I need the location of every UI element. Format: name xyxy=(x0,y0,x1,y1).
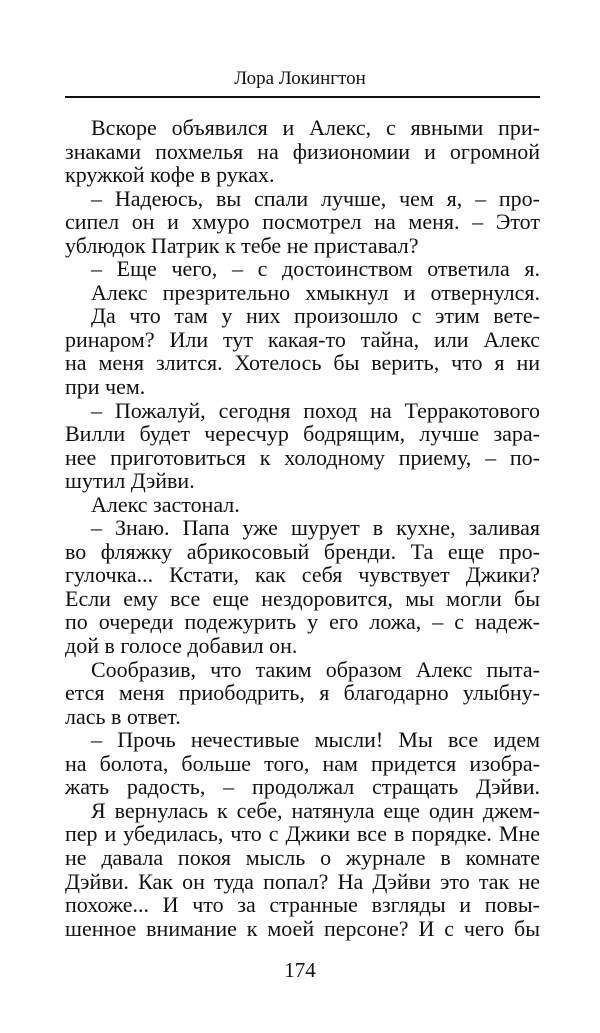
text-line: Алекс презрительно хмыкнул и отвернулся. xyxy=(91,279,540,305)
paragraph xyxy=(65,187,540,258)
text-line: – Пожалуй, сегодня поход на Терракотового xyxy=(91,397,540,423)
header-rule xyxy=(65,96,540,98)
paragraph xyxy=(65,728,540,799)
text-line: лась в ответ. xyxy=(65,703,181,729)
text-line: знаками похмелья на физиономии и огромной xyxy=(65,138,540,164)
text-line: пер и убедилась, что с Джики все в порядке. Мне xyxy=(65,821,540,847)
text-line: Сообразив, что таким образом Алекс пыта- xyxy=(91,656,540,682)
text-line: – Еще чего, – с достоинством ответила я. xyxy=(91,256,540,282)
paragraph xyxy=(65,281,540,305)
text-line: похоже... И что за странные взгляды и повы- xyxy=(65,892,540,918)
text-line: на болота, больше того, нам придется изобра- xyxy=(65,750,540,776)
text-line: ется меня приободрить, я благодарно улыбну- xyxy=(65,680,540,706)
text-line: Дэйви. Как он туда попал? На Дэйви это так не xyxy=(65,868,540,894)
paragraph xyxy=(65,799,540,940)
text-line: кружкой кофе в руках. xyxy=(65,162,275,188)
text-line: ублюдок Патрик к тебе не приставал? xyxy=(65,232,419,258)
text-line: – Надеюсь, вы спали лучше, чем я, – про- xyxy=(91,185,540,211)
text-line: Я вернулась к себе, натянула еще один джем- xyxy=(91,797,540,823)
text-line: жать радость, – продолжал стращать Дэйви. xyxy=(65,774,540,800)
text-line: сипел он и хмуро посмотрел на меня. – Этот xyxy=(65,209,540,235)
paragraph xyxy=(65,304,540,398)
text-line: по очереди подежурить у его ложа, – с надеж- xyxy=(65,609,540,635)
text-line: шенное внимание к моей персоне? И с чего бы xyxy=(65,915,540,941)
text-line: во фляжку абрикосовый бренди. Та еще про- xyxy=(65,538,540,564)
text-line: шутил Дэйви. xyxy=(65,468,195,494)
text-line: Если ему все еще нездоровится, мы могли бы xyxy=(65,585,540,611)
text-line: Да что там у них произошло с этим вете- xyxy=(91,303,540,329)
text-line: дой в голосе добавил он. xyxy=(65,633,298,659)
text-line: Вскоре объявился и Алекс, с явными при- xyxy=(91,115,540,140)
running-header: Лора Локингтон xyxy=(234,68,366,89)
paragraph xyxy=(65,493,540,517)
paragraph xyxy=(65,399,540,493)
paragraph xyxy=(65,116,540,187)
text-line: – Знаю. Папа уже шурует в кухне, заливая xyxy=(91,515,540,541)
page-body xyxy=(65,116,540,940)
paragraph xyxy=(65,658,540,729)
text-line: при чем. xyxy=(65,374,146,400)
page-number: 174 xyxy=(284,958,316,982)
paragraph xyxy=(65,516,540,657)
text-line: ринаром? Или тут какая-то тайна, или Алекс xyxy=(65,326,540,352)
text-line: гулочка... Кстати, как себя чувствует Джики? xyxy=(65,562,540,588)
text-line: нее приготовиться к холодному приему, – по- xyxy=(65,444,540,470)
text-line: – Прочь нечестивые мысли! Мы все идем xyxy=(91,727,540,753)
text-line: не давала покоя мысль о журнале в комнате xyxy=(65,844,540,870)
text-line: Алекс застонал. xyxy=(91,491,240,517)
text-line: Вилли будет чересчур бодрящим, лучше зара- xyxy=(65,421,540,447)
text-line: на меня злится. Хотелось бы верить, что я ни xyxy=(65,350,540,376)
paragraph xyxy=(65,257,540,281)
